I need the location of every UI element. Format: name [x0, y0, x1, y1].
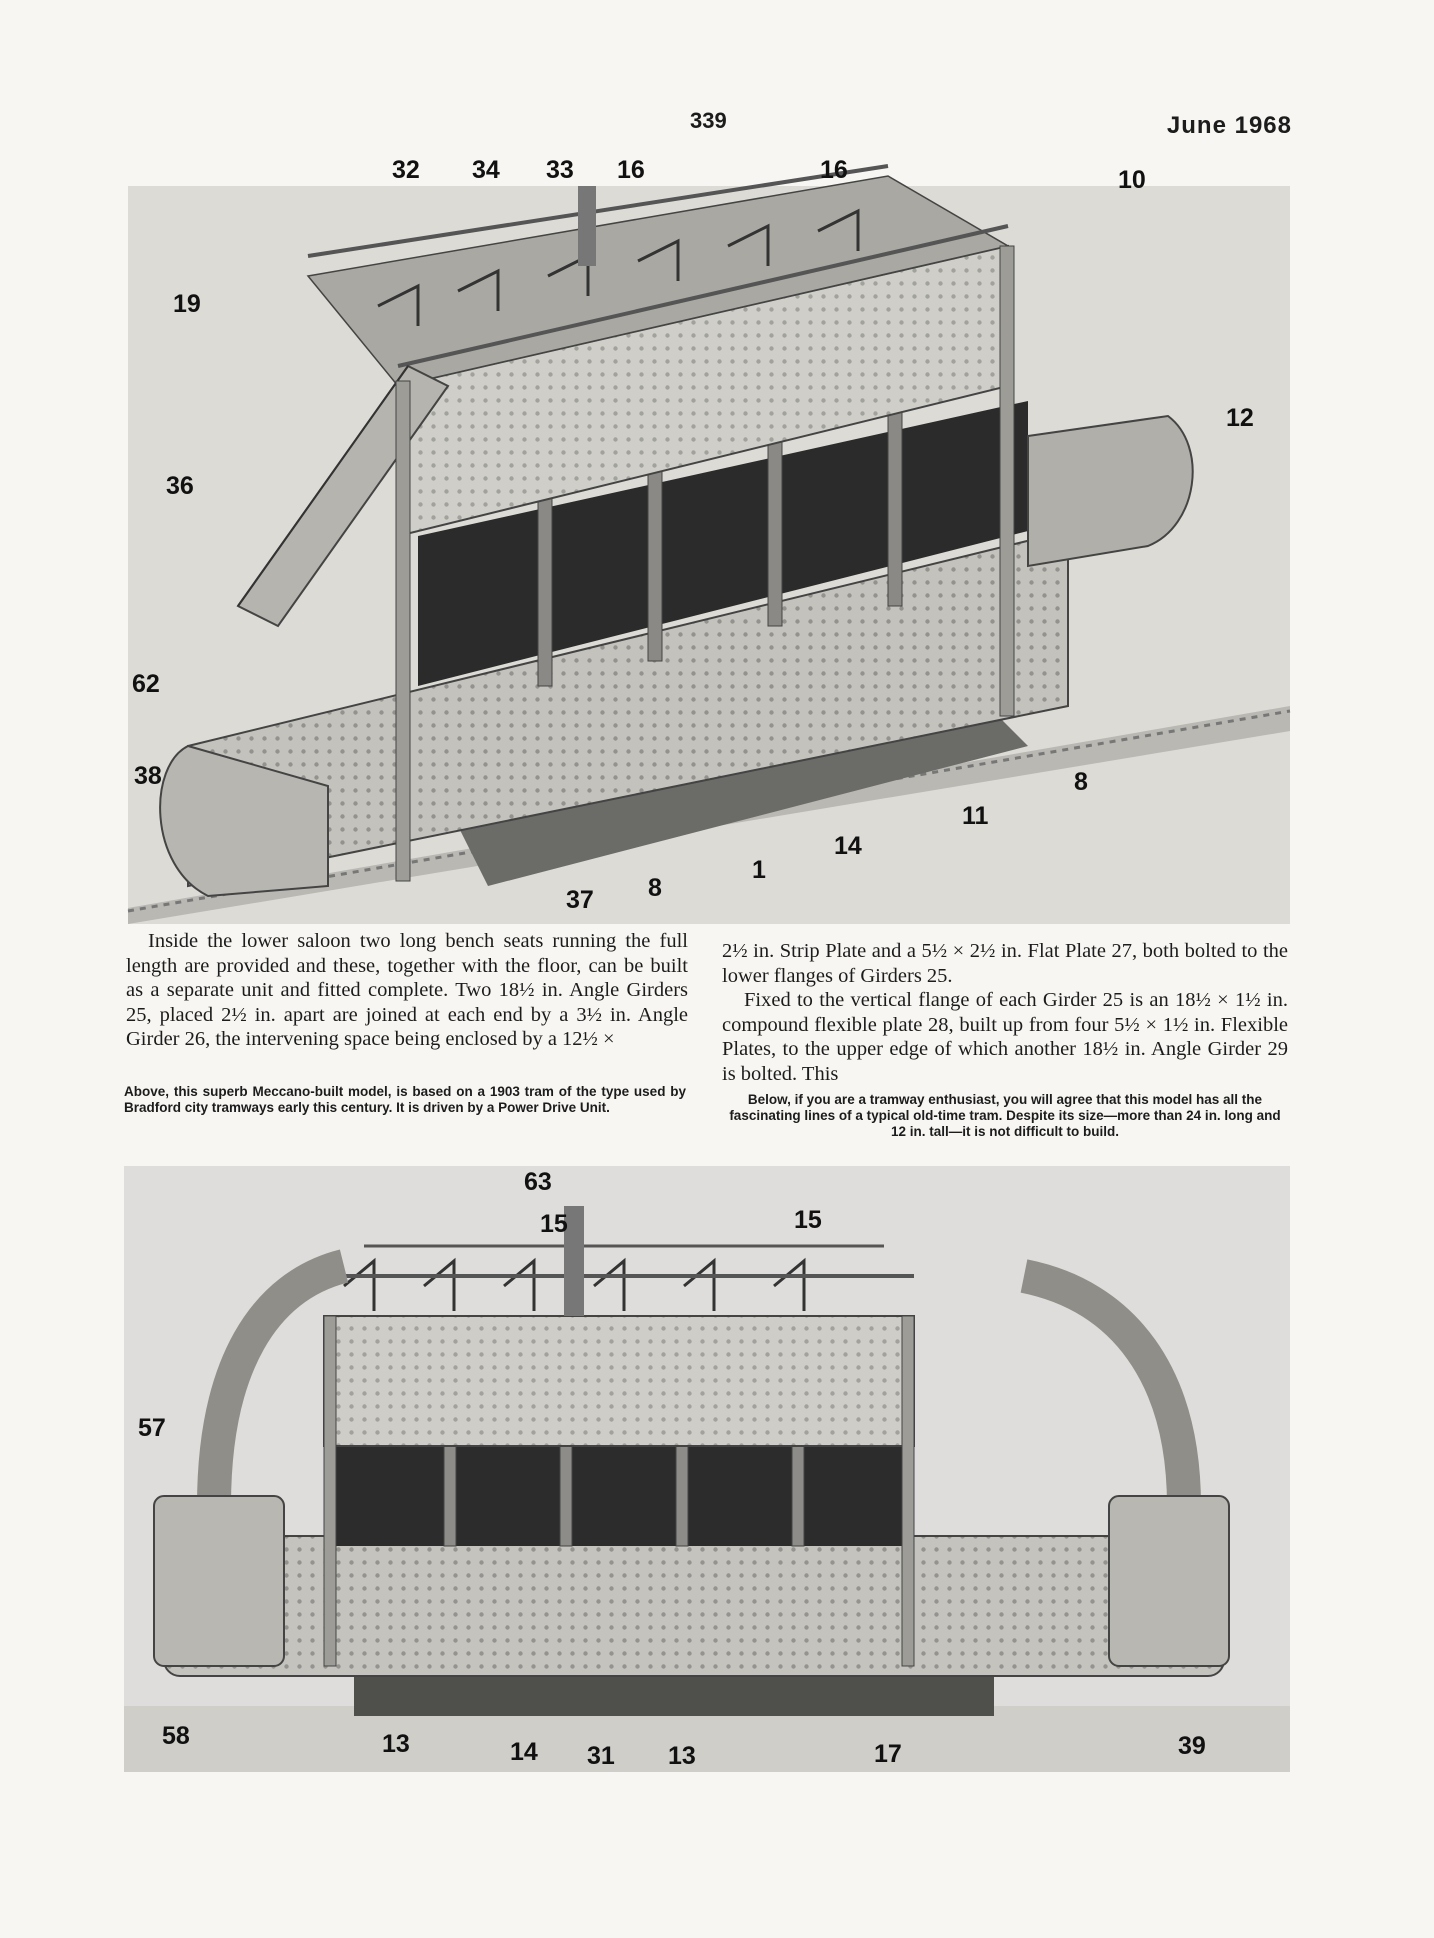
- callout-16b: 16: [820, 156, 848, 184]
- body-text-left: [126, 929, 688, 1052]
- callout-8b: 8: [648, 874, 662, 902]
- callout-16: 16: [617, 156, 645, 184]
- callout-57: 57: [138, 1414, 166, 1442]
- callout-13b: 13: [668, 1742, 696, 1770]
- callout-17: 17: [874, 1740, 902, 1768]
- paragraph: Fixed to the vertical flange of each Girder 25 is an 18½ × 1½ in. compound flexible plate 28, built up from four 5½ × 1½ in. Flexible Plates, to the upper edge of which another 18½ in. Angle Girder 29 is bolted. This: [722, 989, 1288, 1085]
- callout-36: 36: [166, 472, 194, 500]
- issue-date: June 1968: [1166, 112, 1292, 139]
- callout-58: 58: [162, 1722, 190, 1750]
- callout-15b: 15: [794, 1206, 822, 1234]
- callout-32: 32: [392, 156, 420, 184]
- callout-10: 10: [1118, 166, 1146, 194]
- bottom-tram-photo: [124, 1166, 1290, 1772]
- tram-illustration-top: [128, 186, 1290, 924]
- callout-63: 63: [524, 1168, 552, 1196]
- callout-38: 38: [134, 762, 162, 790]
- callout-33: 33: [546, 156, 574, 184]
- callout-12: 12: [1226, 404, 1254, 432]
- callout-34: 34: [472, 156, 500, 184]
- paragraph: Inside the lower saloon two long bench seats running the full length are provided and these, together with the floor, can be built as a separate unit and fitted complete. Two 18½ in. Angle Girders 25, placed 2½ in. apart are joined at each end by a 3½ in. Angle Girder 26, the intervening space being enclosed by a 12½ ×: [126, 930, 688, 1050]
- callout-14: 14: [510, 1738, 538, 1766]
- paragraph: 2½ in. Strip Plate and a 5½ × 2½ in. Flat Plate 27, both bolted to the lower flanges of Girders 25.: [722, 940, 1288, 987]
- callout-62: 62: [132, 670, 160, 698]
- callout-13: 13: [382, 1730, 410, 1758]
- tram-illustration-bottom: [124, 1166, 1290, 1772]
- callout-37: 37: [566, 886, 594, 914]
- caption-below: Below, if you are a tramway enthusiast, you will agree that this model has all the fascinating lines of a typical old-time tram. Despite its size—more than 24 in. long and 12 in. tall—it is not difficult to build.: [729, 1092, 1281, 1139]
- callout-15: 15: [540, 1210, 568, 1238]
- caption-above: Above, this superb Meccano-built model, is based on a 1903 tram of the type used by Bradford city tramways early this century. It is driven by a Power Drive Unit.: [124, 1084, 686, 1115]
- callout-1: 1: [752, 856, 766, 884]
- callout-19: 19: [173, 290, 201, 318]
- callout-8: 8: [1074, 768, 1088, 796]
- callout-31: 31: [587, 1742, 615, 1770]
- page-number: 339: [690, 108, 727, 133]
- callout-14: 14: [834, 832, 862, 860]
- body-text-right: [722, 939, 1288, 1086]
- callout-39: 39: [1178, 1732, 1206, 1760]
- top-tram-photo: [128, 156, 1290, 924]
- callout-11: 11: [962, 802, 989, 830]
